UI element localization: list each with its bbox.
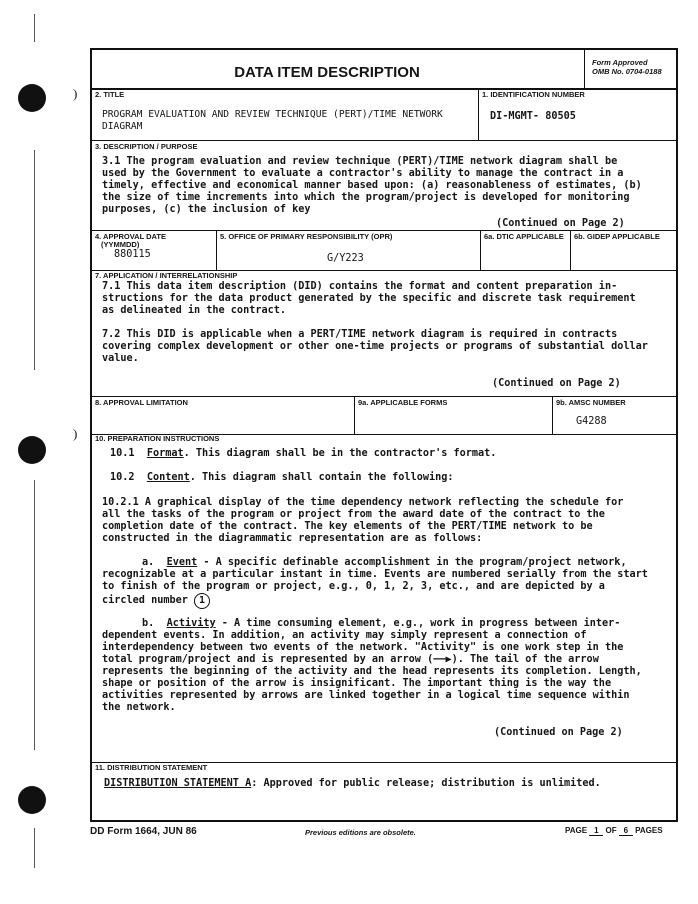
item-b-line: shape or position of the arrow is insignificant. The important thing is the way the bbox=[102, 678, 612, 689]
item-text: total program/project and is represented by an arrow ( bbox=[102, 654, 434, 665]
item-text: - A specific definable accomplishment in the program/project network, bbox=[197, 557, 627, 568]
para-10-2-1-line: all the tasks of the program or project from the award date of the contract to the bbox=[102, 509, 605, 520]
dtic-label: 6a. DTIC APPLICABLE bbox=[484, 232, 564, 241]
title-label: 2. TITLE bbox=[95, 90, 125, 99]
application-line: covering complex development or other one-time projects or programs of substantial dollar bbox=[102, 341, 648, 352]
approval-date: 880115 bbox=[114, 249, 151, 260]
circled-number-icon: 1 bbox=[194, 593, 210, 609]
para-text: . This diagram shall be in the contractor's format. bbox=[183, 448, 497, 459]
form-approved bbox=[592, 58, 662, 76]
distribution-text: : Approved for public release; distribution is unlimited. bbox=[251, 778, 601, 789]
para-heading: Format bbox=[146, 448, 184, 459]
page-total: 6 bbox=[619, 826, 633, 836]
item-heading: Event bbox=[166, 557, 198, 568]
item-a-line-1 bbox=[142, 557, 627, 569]
application-line: structions for the data product generated by the specific and discrete task requirement bbox=[102, 293, 636, 304]
description-line: the size of time increments into which the program/project is developed for monitoring bbox=[102, 192, 630, 203]
item-a-line: recognizable at a particular instant in time. Events are numbered serially from the start bbox=[102, 569, 648, 580]
approved-line: Form Approved bbox=[592, 58, 648, 67]
page-indicator bbox=[565, 826, 663, 836]
obsolete-notice: Previous editions are obsolete. bbox=[305, 828, 416, 837]
application-label: 7. APPLICATION / INTERRELATIONSHIP bbox=[95, 271, 238, 280]
punch-hole-bottom bbox=[18, 786, 46, 814]
margin-mark bbox=[34, 14, 35, 42]
para-10-2 bbox=[110, 472, 454, 484]
para-number: 10.2 bbox=[110, 472, 135, 483]
pages-label: PAGES bbox=[635, 826, 663, 835]
title-line-1: PROGRAM EVALUATION AND REVIEW TECHNIQUE (PERT)/TIME NETWORK bbox=[102, 109, 443, 120]
approval-date-label: 4. APPROVAL DATE bbox=[95, 232, 166, 241]
page-label: PAGE bbox=[565, 826, 588, 835]
description-line: purposes, (c) the inclusion of key bbox=[102, 204, 311, 215]
item-text: circled number bbox=[102, 595, 188, 606]
para-10-1 bbox=[110, 448, 496, 460]
distribution-label: 11. DISTRIBUTION STATEMENT bbox=[95, 763, 208, 772]
application-line: 7.2 This DID is applicable when a PERT/TIME network diagram is required in contracts bbox=[102, 329, 618, 340]
of-label: OF bbox=[605, 826, 617, 835]
arrow-icon: ——▶ bbox=[433, 654, 452, 665]
data-item-form bbox=[90, 48, 678, 822]
application-continued: (Continued on Page 2) bbox=[492, 378, 621, 389]
item-b-line: activities represented by arrows are linked together in a logical time sequence within bbox=[102, 690, 630, 701]
description-line: used by the Government to evaluate a contractor's ability to manage the contract in a bbox=[102, 168, 624, 179]
item-b-line: dependent events. In addition, an activity may simply represent a connection of bbox=[102, 630, 587, 641]
punch-hole-middle bbox=[18, 436, 46, 464]
distribution-heading: DISTRIBUTION STATEMENT A bbox=[104, 778, 252, 789]
item-text: ). The tail of the arrow bbox=[451, 654, 599, 665]
gidep-label: 6b. GIDEP APPLICABLE bbox=[574, 232, 660, 241]
preparation-continued: (Continued on Page 2) bbox=[494, 727, 623, 738]
para-10-2-1-line: 10.2.1 A graphical display of the time dependency network reflecting the schedule for bbox=[102, 497, 624, 508]
para-10-2-1-line: constructed in the diagrammatic representation are as follows: bbox=[102, 533, 483, 544]
para-heading: Content bbox=[146, 472, 190, 483]
description-continued: (Continued on Page 2) bbox=[496, 218, 625, 229]
item-b-line: the network. bbox=[102, 702, 176, 713]
applicable-forms-label: 9a. APPLICABLE FORMS bbox=[358, 398, 448, 407]
approval-date-format: (YYMMDD) bbox=[101, 240, 140, 249]
para-text: . This diagram shall contain the following: bbox=[189, 472, 454, 483]
application-line: value. bbox=[102, 353, 139, 364]
item-b-line: represents the beginning of the activity and the head represents its completion. Length, bbox=[102, 666, 642, 677]
description-label: 3. DESCRIPTION / PURPOSE bbox=[95, 142, 198, 151]
omb-number: OMB No. 0704-0188 bbox=[592, 67, 662, 76]
amsc-number: G4288 bbox=[576, 416, 607, 427]
item-b-line: interdependency between two events of the network. "Activity" is one work step in the bbox=[102, 642, 624, 653]
application-line: as delineated in the contract. bbox=[102, 305, 287, 316]
item-text: - A time consuming element, e.g., work in progress between inter- bbox=[215, 618, 621, 629]
item-b-line-1 bbox=[142, 618, 620, 630]
para-10-2-1-line: completion date of the contract. The key elements of the PERT/TIME network to be bbox=[102, 521, 593, 532]
identification-label: 1. IDENTIFICATION NUMBER bbox=[482, 90, 585, 99]
margin-mark bbox=[34, 480, 35, 750]
description-line: timely, effective and economical manner based upon: (a) reasonableness of estimates, (b) bbox=[102, 180, 642, 191]
page-number: 1 bbox=[589, 826, 603, 836]
opr-label: 5. OFFICE OF PRIMARY RESPONSIBILITY (OPR) bbox=[220, 232, 393, 241]
item-heading: Activity bbox=[166, 618, 216, 629]
preparation-label: 10. PREPARATION INSTRUCTIONS bbox=[95, 434, 220, 443]
form-number: DD Form 1664, JUN 86 bbox=[90, 826, 197, 837]
margin-mark bbox=[34, 828, 35, 868]
item-a-line-4 bbox=[102, 593, 210, 609]
margin-paren: ) bbox=[73, 86, 78, 101]
application-line: 7.1 This data item description (DID) contains the format and content preparation in- bbox=[102, 281, 618, 292]
para-number: 10.1 bbox=[110, 448, 135, 459]
item-b-line-4 bbox=[102, 654, 599, 666]
margin-paren: ) bbox=[73, 426, 78, 441]
item-a-line: to finish of the program or project, e.g., 0, 1, 2, 3, etc., and are depicted by a bbox=[102, 581, 605, 592]
description-line: 3.1 The program evaluation and review technique (PERT)/TIME network diagram shall be bbox=[102, 156, 618, 167]
amsc-label: 9b. AMSC NUMBER bbox=[556, 398, 626, 407]
punch-hole-top bbox=[18, 84, 46, 112]
opr-code: G/Y223 bbox=[327, 253, 364, 264]
approval-limitation-label: 8. APPROVAL LIMITATION bbox=[95, 398, 188, 407]
form-title: DATA ITEM DESCRIPTION bbox=[234, 64, 420, 81]
identification-number: DI-MGMT- 80505 bbox=[490, 111, 576, 122]
item-letter: b. bbox=[142, 618, 155, 629]
item-letter: a. bbox=[142, 557, 155, 568]
margin-mark bbox=[34, 150, 35, 370]
distribution-statement bbox=[104, 778, 601, 790]
title-line-2: DIAGRAM bbox=[102, 121, 143, 132]
